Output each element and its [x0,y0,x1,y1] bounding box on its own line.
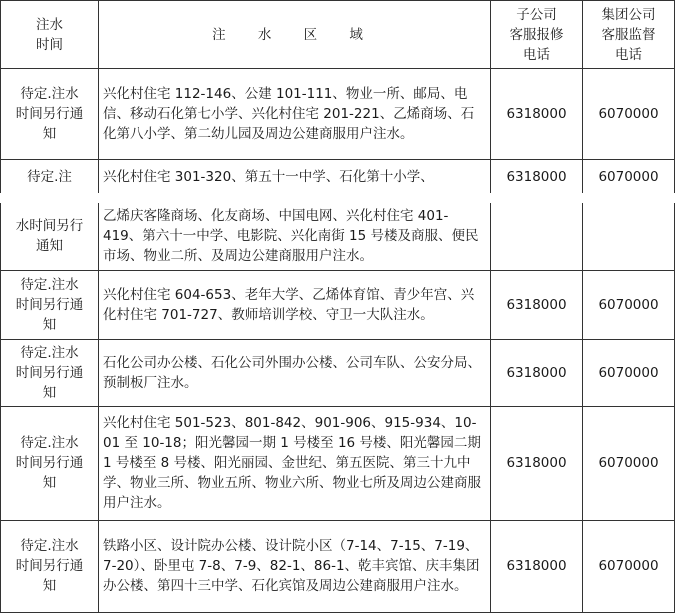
area-cell: 兴化村住宅 301-320、第五十一中学、石化第十小学、 [99,160,491,194]
group-phone-cell: 6070000 [583,69,675,160]
table-row [1,270,675,339]
time-cell: 待定.注水 时间另行通 知 [1,520,99,612]
time-cell: 待定.注水 时间另行通 知 [1,339,99,406]
time-cell: 待定.注水 时间另行通 知 [1,270,99,339]
table-row [1,339,675,406]
group-phone-cell: 6070000 [583,270,675,339]
group-phone-cell: 6070000 [583,520,675,612]
header-row [1,1,675,69]
group-phone-cell: 6070000 [583,339,675,406]
header-area: 注 水 区 域 [99,1,491,69]
page-break [0,193,677,203]
table-row [1,406,675,520]
group-phone-cell: 6070000 [583,406,675,520]
time-cell: 待定.注水 时间另行通 知 [1,69,99,160]
area-cell: 铁路小区、设计院办公楼、设计院小区（7-14、7-15、7-19、7-20）、卧里屯 7-8、7-9、82-1、86-1、乾丰宾馆、庆丰集团办公楼、第四十三中学、石化宾馆及周边公建商服用户注水。 [99,520,491,612]
table-page-top [0,0,677,193]
table-row [1,69,675,160]
group-phone-cell: 6070000 [583,160,675,194]
time-cell: 待定.注 [1,160,99,194]
area-cell: 乙烯庆客隆商场、化友商场、中国电网、兴化村住宅 401-419、第六十一中学、电影院、兴化南街 15 号楼及商服、便民市场、物业二所、及周边公建商服用户注水。 [99,203,491,270]
sub-phone-cell: 6318000 [491,69,583,160]
header-group-phone: 集团公司 客服监督 电话 [583,1,675,69]
water-schedule-table-continued [0,203,675,613]
table-row [1,160,675,194]
sub-phone-cell: 6318000 [491,406,583,520]
group-phone-cell [583,203,675,270]
area-cell: 兴化村住宅 112-146、公建 101-111、物业一所、邮局、电信、移动石化第七小学、兴化村住宅 201-221、乙烯商场、石化第八小学、第二幼儿园及周边公建商服用户注水。 [99,69,491,160]
sub-phone-cell: 6318000 [491,270,583,339]
area-cell: 石化公司办公楼、石化公司外围办公楼、公司车队、公安分局、预制板厂注水。 [99,339,491,406]
table-row [1,520,675,612]
sub-phone-cell: 6318000 [491,520,583,612]
table-page-bottom [0,203,677,613]
time-cell: 待定.注水 时间另行通 知 [1,406,99,520]
time-cell: 水时间另行 通知 [1,203,99,270]
header-time: 注水 时间 [1,1,99,69]
header-sub-phone: 子公司 客服报修 电话 [491,1,583,69]
table-row [1,203,675,270]
area-cell: 兴化村住宅 604-653、老年大学、乙烯体育馆、青少年宫、兴化村住宅 701-727、教师培训学校、守卫一大队注水。 [99,270,491,339]
water-schedule-table [0,0,675,193]
sub-phone-cell: 6318000 [491,160,583,194]
sub-phone-cell: 6318000 [491,339,583,406]
sub-phone-cell [491,203,583,270]
area-cell: 兴化村住宅 501-523、801-842、901-906、915-934、10-01 至 10-18；阳光馨园一期 1 号楼至 16 号楼、阳光馨园二期 1 号楼至 8 号楼、阳光丽园、金世纪、第五医院、第三十九中学、物业三所、物业五所、物业六所、物业七所及周边公建商服用户注水。 [99,406,491,520]
